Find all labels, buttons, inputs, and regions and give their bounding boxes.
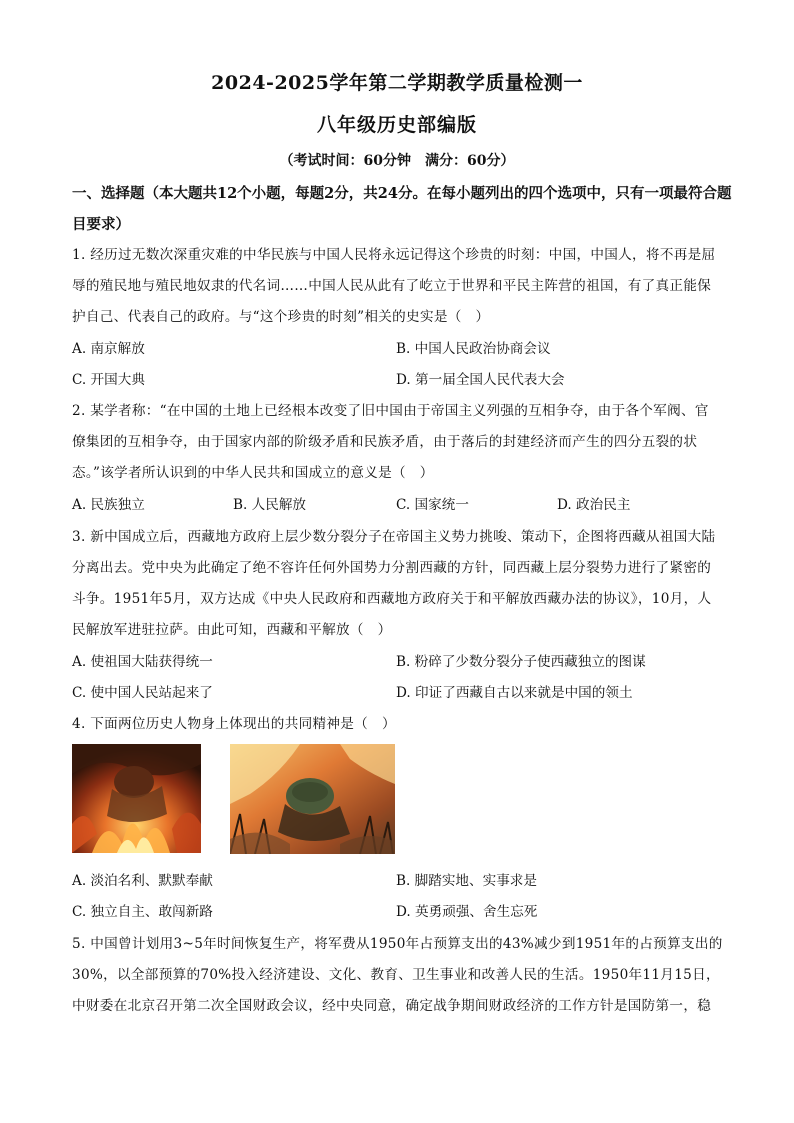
historical-figure-image-1 (72, 744, 201, 853)
question-1-option-d[interactable]: D. 第一届全国人民代表大会 (396, 372, 565, 388)
question-2-option-d[interactable]: D. 政治民主 (557, 497, 631, 513)
question-1-option-b[interactable]: B. 中国人民政治协商会议 (396, 341, 551, 357)
question-3-line: 民解放军进驻拉萨。由此可知，西藏和平解放（ ） (72, 622, 392, 638)
question-3-option-c[interactable]: C. 使中国人民站起来了 (72, 685, 213, 701)
question-4-option-b[interactable]: B. 脚踏实地、实事求是 (396, 873, 537, 889)
section-heading: 一、选择题（本大题共12个小题，每题2分，共24分。在每小题列出的四个选项中，只有一项最符合题目要求） (72, 185, 732, 233)
question-3-option-b[interactable]: B. 粉碎了少数分裂分子使西藏独立的图谋 (396, 654, 646, 670)
question-4-option-c[interactable]: C. 独立自主、敢闯新路 (72, 904, 213, 920)
question-5-line: 30%，以全部预算的70%投入经济建设、文化、教育、卫生事业和改善人民的生活。1950年11月15日， (72, 967, 720, 983)
question-5-line: 中财委在北京召开第二次全国财政会议，经中央同意，确定战争期间财政经济的工作方针是国防第一，稳 (72, 998, 712, 1014)
question-2-option-c[interactable]: C. 国家统一 (396, 497, 469, 513)
question-3-line: 3. 新中国成立后，西藏地方政府上层少数分裂分子在帝国主义势力挑唆、策动下，企图将西藏从祖国大陆 (72, 529, 716, 545)
exam-subtitle: 八年级历史部编版 (316, 114, 477, 136)
historical-figure-image-2 (230, 744, 395, 854)
question-2-option-b[interactable]: B. 人民解放 (233, 497, 307, 513)
question-2-line: 态。”该学者所认识到的中华人民共和国成立的意义是（ ） (72, 465, 434, 481)
question-1-option-c[interactable]: C. 开国大典 (72, 372, 145, 388)
question-4-option-d[interactable]: D. 英勇顽强、舍生忘死 (396, 904, 538, 920)
question-3-line: 分离出去。党中央为此确定了绝不容许任何外国势力分割西藏的方针，同西藏上层分裂势力进行了紧密的 (72, 560, 712, 576)
question-3-line: 斗争。1951年5月，双方达成《中央人民政府和西藏地方政府关于和平解放西藏办法的协议》，10月，人 (72, 591, 712, 607)
question-4-line: 4. 下面两位历史人物身上体现出的共同精神是（ ） (72, 716, 396, 732)
exam-title: 2024-2025学年第二学期教学质量检测一 (211, 72, 583, 94)
question-2-option-a[interactable]: A. 民族独立 (72, 497, 145, 513)
question-4-option-a[interactable]: A. 淡泊名利、默默奉献 (72, 873, 213, 889)
question-1-line: 1. 经历过无数次深重灾难的中华民族与中国人民将永远记得这个珍贵的时刻：中国，中国人，将不再是屈 (72, 247, 716, 263)
question-1-line: 护自己、代表自己的政府。与“这个珍贵的时刻”相关的史实是（ ） (72, 309, 490, 325)
question-5-line: 5. 中国曾计划用3~5年时间恢复生产，将军费从1950年占预算支出的43%减少到1951年的占预算支出的 (72, 936, 723, 952)
question-2-line: 僚集团的互相争夺，由于国家内部的阶级矛盾和民族矛盾，由于落后的封建经济而产生的四分五裂的状 (72, 434, 698, 450)
question-3-option-a[interactable]: A. 使祖国大陆获得统一 (72, 654, 213, 670)
question-1-option-a[interactable]: A. 南京解放 (72, 341, 145, 357)
exam-info: （考试时间：60分钟 满分：60分） (279, 153, 515, 169)
question-2-line: 2. 某学者称：“在中国的土地上已经根本改变了旧中国由于帝国主义列强的互相争夺，由于各个军阀、官 (72, 403, 709, 419)
question-1-line: 辱的殖民地与殖民地奴隶的代名词……中国人民从此有了屹立于世界和平民主阵营的祖国，有了真正能保 (72, 278, 712, 294)
question-3-option-d[interactable]: D. 印证了西藏自古以来就是中国的领土 (396, 685, 633, 701)
